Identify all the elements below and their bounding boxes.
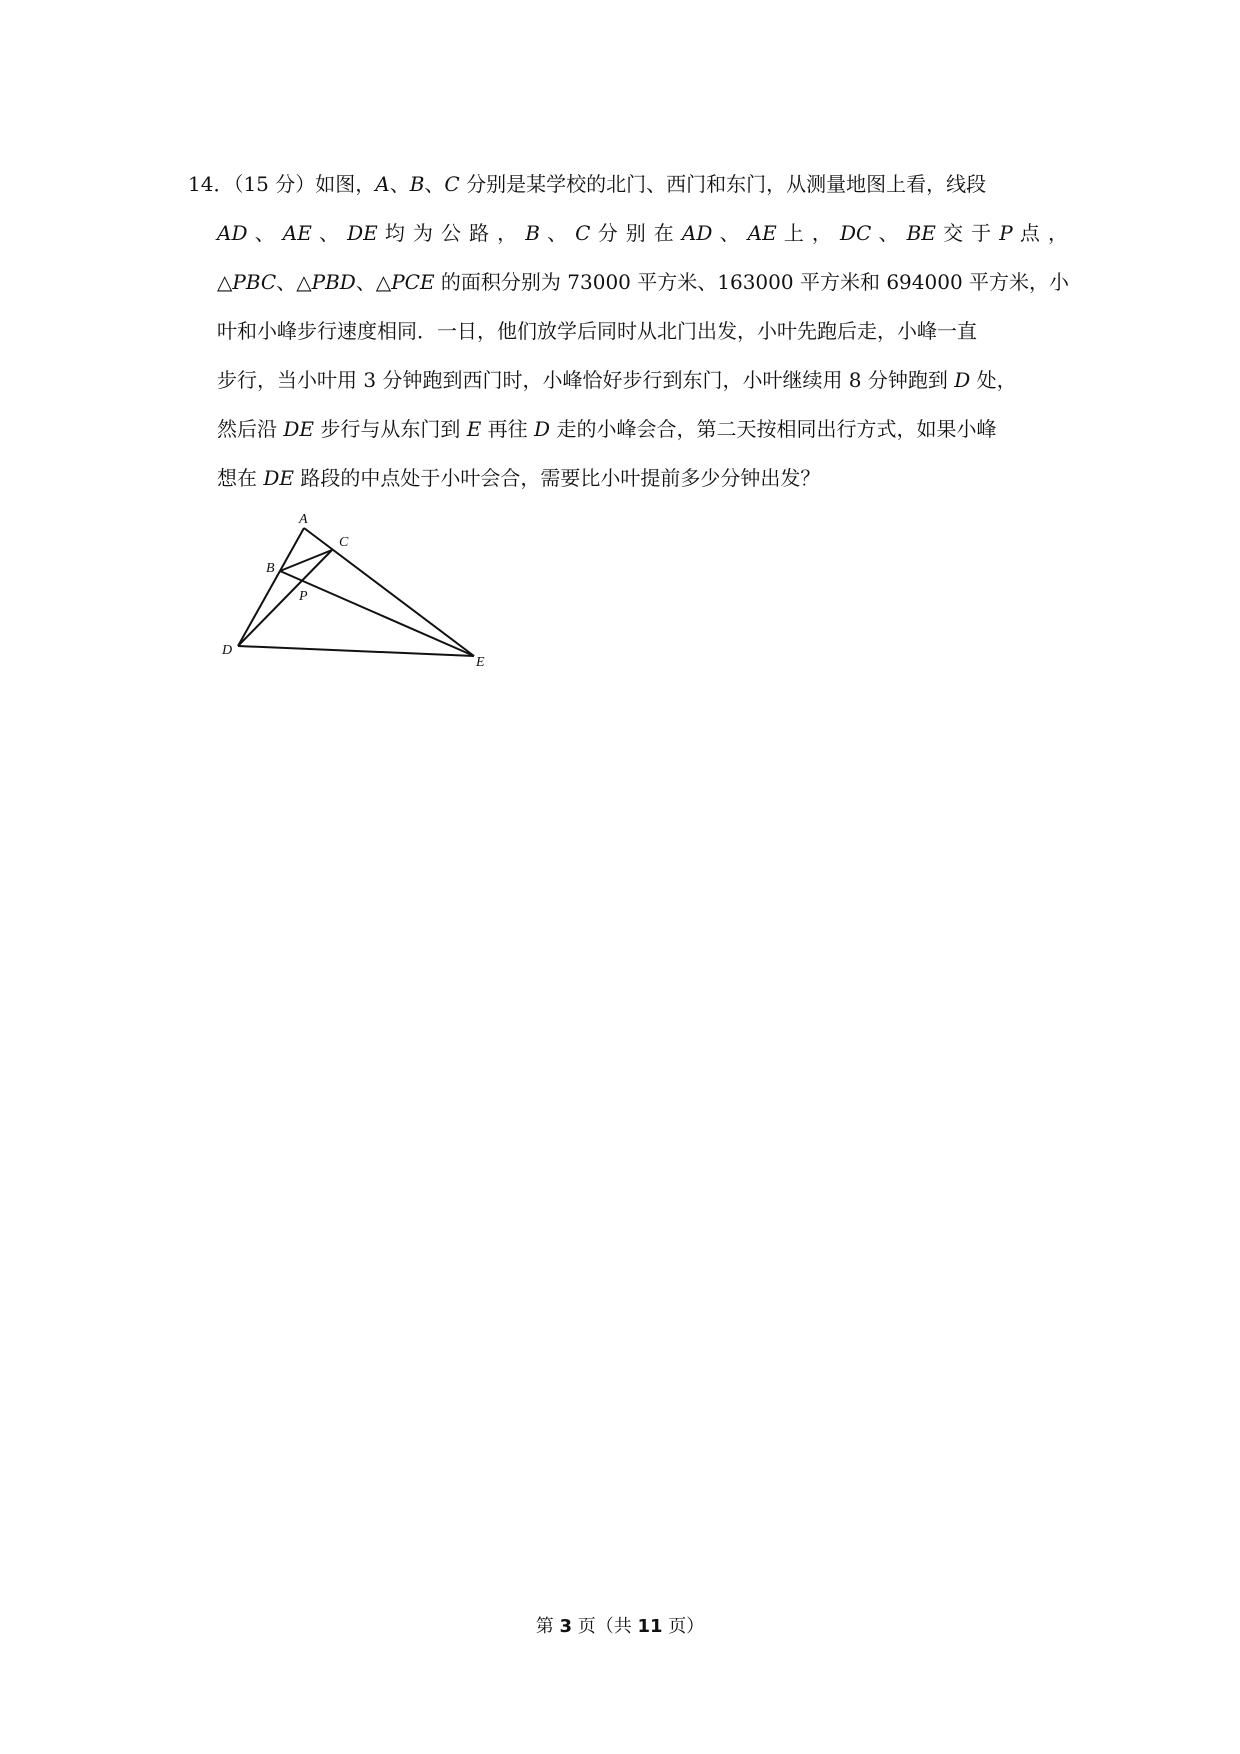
footer-page-number: 3 (559, 1616, 572, 1637)
footer-prefix: 第 (535, 1616, 560, 1637)
page-footer (0, 1612, 1240, 1638)
segment-DE (238, 646, 474, 656)
label-C: C (339, 535, 349, 550)
footer-total-pages: 11 (637, 1616, 663, 1637)
label-A: A (299, 512, 308, 527)
label-E: E (476, 655, 485, 670)
triangle-diagram (212, 510, 502, 670)
problem-number: 14． (188, 172, 234, 196)
segment-DC (238, 550, 332, 646)
segment-AD (238, 528, 304, 646)
label-B: B (266, 561, 275, 576)
label-D: D (222, 643, 233, 658)
problem-line-7: 想在 DE 路段的中点处于小叶会合，需要比小叶提前多少分钟出发？ (217, 466, 821, 490)
problem-line-1-text: 如图，A、B、C 分别是某学校的北门、西门和东门，从测量地图上看，线段 (315, 172, 987, 196)
problem-score: （15 分） (233, 172, 316, 196)
problem-line-3: △PBC、△PBD、△PCE 的面积分别为 73000 平方米、163000 平方米和 694000 平方米，小 (217, 270, 1070, 294)
label-P: P (299, 589, 308, 604)
problem-line-4: 叶和小峰步行速度相同．一日，他们放学后同时从北门出发，小叶先跑后走，小峰一直 (217, 319, 977, 343)
problem-line-6: 然后沿 DE 步行与从东门到 E 再往 D 走的小峰会合，第二天按相同出行方式，如果小峰 (217, 417, 997, 441)
footer-middle: 页（共 (572, 1616, 638, 1637)
problem-14 (188, 160, 1068, 503)
segment-BC (280, 550, 332, 571)
footer-suffix: 页） (662, 1616, 705, 1637)
problem-line-5: 步行，当小叶用 3 分钟跑到西门时，小峰恰好步行到东门，小叶继续用 8 分钟跑到 D 处， (217, 368, 1017, 392)
problem-line-2: AD 、 AE 、 DE 均 为 公 路 ， B 、 C 分 别 在 AD 、 AE 上 ， DC 、 BE 交 于 P 点 ， (217, 221, 1068, 245)
problem-line-1 (188, 160, 1068, 209)
triangle-figure (212, 510, 502, 670)
